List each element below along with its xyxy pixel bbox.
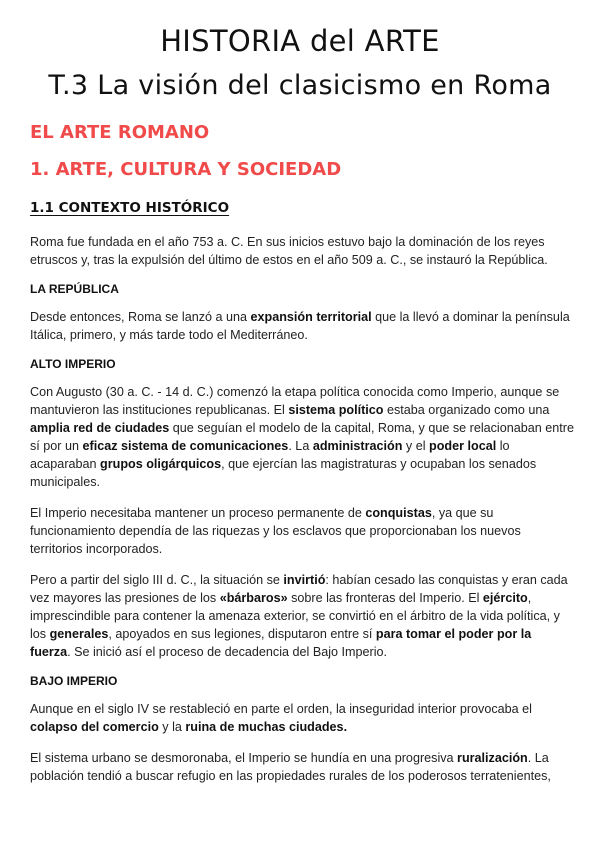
heading-arte-romano: EL ARTE ROMANO: [30, 122, 210, 143]
paragraph-republica: Desde entonces, Roma se lanzó a una expansión territorial que la llevó a dominar la península Itálica, primero, y más tarde todo el Mediterráneo.: [30, 310, 570, 342]
heading-bajo-imperio: BAJO IMPERIO: [30, 674, 118, 688]
heading-section-1: 1. ARTE, CULTURA Y SOCIEDAD: [30, 159, 342, 180]
paragraph-bajo-2: El sistema urbano se desmoronaba, el Imperio se hundía en una progresiva ruralización. La población tendió a buscar refugio en las propiedades rurales de los poderosos terratenientes,: [30, 751, 551, 783]
paragraph-alto-2: El Imperio necesitaba mantener un proceso permanente de conquistas, ya que su funcionamiento dependía de las riquezas y los esclavos que proporcionaban los nuevos territorios incorporados.: [30, 506, 521, 556]
unit-title: T.3 La visión del clasicismo en Roma: [48, 70, 552, 101]
document-body: [30, 233, 575, 798]
heading-alto-imperio: ALTO IMPERIO: [30, 357, 116, 371]
heading-republica: LA REPÚBLICA: [30, 282, 119, 296]
paragraph-alto-3: Pero a partir del siglo III d. C., la situación se invirtió: habían cesado las conquistas y eran cada vez mayores las presiones de los «bárbaros» sobre las fronteras del Imperio. El ejército, imprescindible para contener la amenaza exterior, se convirtió en el árbitro de la vida política, y los generales, apoyados en sus legiones, disputaron entre sí para tomar el poder por la fuerza. Se inició así el proceso de decadencia del Bajo Imperio.: [30, 573, 568, 659]
heading-section-1-1: 1.1 CONTEXTO HISTÓRICO: [30, 200, 230, 216]
paragraph-bajo-1: Aunque en el siglo IV se restableció en parte el orden, la inseguridad interior provocaba el colapso del comercio y la ruina de muchas ciudades.: [30, 702, 532, 734]
paragraph-intro: Roma fue fundada en el año 753 a. C. En sus inicios estuvo bajo la dominación de los reyes etruscos y, tras la expulsión del último de estos en el año 509 a. C., se instauró la República.: [30, 235, 548, 267]
document-title: HISTORIA del ARTE: [160, 24, 440, 58]
paragraph-alto-1: Con Augusto (30 a. C. - 14 d. C.) comenzó la etapa política conocida como Imperio, aunque se mantuvieron las instituciones republicanas. El sistema político estaba organizado como una amplia red de ciudades que seguían el modelo de la capital, Roma, y que se relacionaban entre sí por un eficaz sistema de comunicaciones. La administración y el poder local lo acaparaban grupos oligárquicos, que ejercían las magistraturas y ocupaban los senados municipales.: [30, 385, 574, 489]
